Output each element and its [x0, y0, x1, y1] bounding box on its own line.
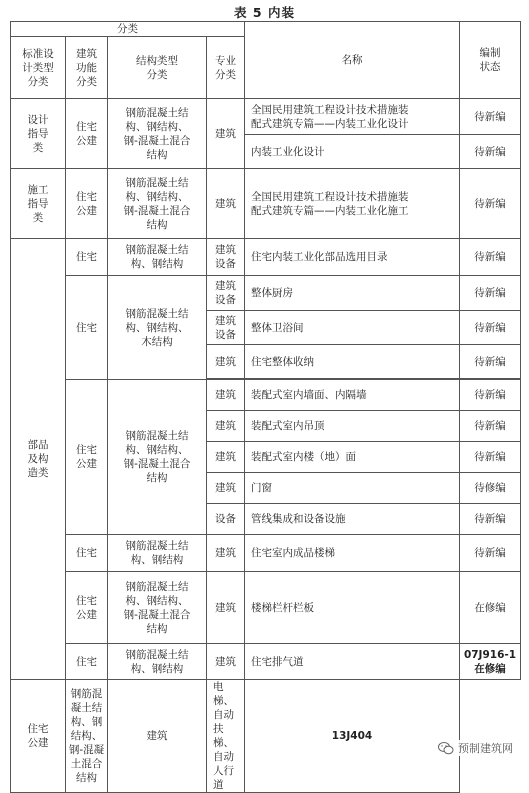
cell-structure: 钢筋混凝土结 构、钢结构、 钢-混凝土混合 结构 — [66, 680, 108, 793]
cell-name: 住宅室内成品楼梯 — [245, 535, 460, 572]
cell-status: 待新编 — [460, 239, 521, 276]
cell-structure: 钢筋混凝土结 构、钢结构、 钢-混凝土混合 结构 — [108, 169, 207, 239]
cell-discipline: 建筑 设备 — [207, 311, 245, 345]
cell-discipline: 建筑 — [207, 99, 245, 169]
watermark — [436, 740, 515, 756]
cell-discipline: 建筑 — [108, 680, 207, 793]
header-discipline: 专业 分类 — [207, 37, 245, 99]
table-row — [11, 644, 521, 680]
cell-name: 全国民用建筑工程设计技术措施装 配式建筑专篇——内装工业化施工 — [245, 169, 460, 239]
cell-function: 住宅 公建 — [66, 380, 108, 535]
header-group: 分类 — [11, 22, 245, 37]
table-row — [11, 169, 521, 239]
cell-name: 住宅排气道 — [245, 644, 460, 680]
cell-function: 住宅 公建 — [66, 169, 108, 239]
cell-name: 住宅内装工业化部品选用目录 — [245, 239, 460, 276]
cell-status: 待新编 — [460, 442, 521, 473]
cell-category: 设计 指导 类 — [11, 99, 66, 169]
table-row — [11, 380, 521, 411]
cell-name: 装配式室内吊顶 — [245, 411, 460, 442]
table-title: 表 5 内装 — [234, 5, 295, 20]
cell-structure: 钢筋混凝土结 构、钢结构 — [108, 644, 207, 680]
cell-status: 待新编 — [460, 411, 521, 442]
cell-status: 在修编 — [460, 572, 521, 644]
header-name: 名称 — [245, 22, 460, 99]
cell-structure: 钢筋混凝土结 构、钢结构、 钢-混凝土混合 结构 — [108, 572, 207, 644]
cell-discipline: 建筑 — [207, 442, 245, 473]
cell-structure: 钢筋混凝土结 构、钢结构 — [108, 239, 207, 276]
cell-discipline: 设备 — [207, 504, 245, 535]
cell-status: 待新编 — [460, 345, 521, 379]
cell-status: 待新编 — [460, 380, 521, 411]
cell-structure: 钢筋混凝土结 构、钢结构、 钢-混凝土混合 结构 — [108, 99, 207, 169]
cell-function: 住宅 — [66, 644, 108, 680]
cell-status: 待新编 — [460, 311, 521, 345]
cell-name: 住宅整体收纳 — [245, 345, 460, 379]
cell-status: 待新编 — [460, 99, 521, 135]
header-status: 编制 状态 — [460, 22, 521, 99]
cell-discipline: 建筑 — [207, 169, 245, 239]
cell-name: 门窗 — [245, 473, 460, 504]
table-row — [11, 276, 521, 311]
cell-status: 待新编 — [460, 535, 521, 572]
cell-function: 住宅 — [66, 239, 108, 276]
cell-name: 内装工业化设计 — [245, 135, 460, 169]
cell-function: 住宅 公建 — [11, 680, 66, 793]
cell-discipline: 建筑 — [207, 345, 245, 379]
cell-structure: 钢筋混凝土结 构、钢结构、 钢-混凝土混合 结构 — [108, 380, 207, 535]
cell-structure: 钢筋混凝土结 构、钢结构、 木结构 — [108, 276, 207, 380]
cell-name: 楼梯栏杆栏板 — [245, 572, 460, 644]
cell-function: 住宅 公建 — [66, 572, 108, 644]
cell-discipline: 建筑 — [207, 380, 245, 411]
table-row — [11, 99, 521, 135]
cell-name: 装配式室内楼（地）面 — [245, 442, 460, 473]
cell-status: 待新编 — [460, 169, 521, 239]
cell-status: 待修编 — [460, 473, 521, 504]
table-row — [11, 239, 521, 276]
cell-discipline: 建筑 — [207, 535, 245, 572]
cell-status: 待新编 — [460, 504, 521, 535]
wechat-icon — [438, 742, 454, 755]
table-row — [11, 680, 521, 793]
cell-discipline: 建筑 — [207, 473, 245, 504]
cell-name: 装配式室内墙面、内隔墙 — [245, 380, 460, 411]
cell-structure: 钢筋混凝土结 构、钢结构 — [108, 535, 207, 572]
cell-discipline: 建筑 — [207, 572, 245, 644]
cell-discipline: 建筑 — [207, 644, 245, 680]
table-row — [11, 535, 521, 572]
table-row — [11, 572, 521, 644]
cell-status: 待新编 — [460, 135, 521, 169]
cell-function: 住宅 公建 — [66, 99, 108, 169]
cell-category: 施工 指导 类 — [11, 169, 66, 239]
cell-function: 住宅 — [66, 276, 108, 380]
cell-discipline: 建筑 — [207, 411, 245, 442]
cell-status: 13J404 — [245, 680, 460, 793]
cell-function: 住宅 — [66, 535, 108, 572]
cell-discipline: 建筑 设备 — [207, 276, 245, 311]
interior-fitout-table — [10, 21, 521, 793]
cell-name: 整体卫浴间 — [245, 311, 460, 345]
header-design-type: 标准设 计类型 分类 — [11, 37, 66, 99]
cell-name: 管线集成和设备设施 — [245, 504, 460, 535]
watermark-text: 预制建筑网 — [458, 742, 513, 755]
cell-name: 全国民用建筑工程设计技术措施装 配式建筑专篇——内装工业化设计 — [245, 99, 460, 135]
cell-name: 电梯、自动扶梯、自动人行道 — [207, 680, 245, 793]
cell-category: 部品 及构 造类 — [11, 239, 66, 680]
cell-name: 整体厨房 — [245, 276, 460, 311]
cell-status: 07J916-1 在修编 — [460, 644, 521, 680]
cell-discipline: 建筑 设备 — [207, 239, 245, 276]
header-function: 建筑 功能 分类 — [66, 37, 108, 99]
cell-status: 待新编 — [460, 276, 521, 311]
header-structure: 结构类型 分类 — [108, 37, 207, 99]
